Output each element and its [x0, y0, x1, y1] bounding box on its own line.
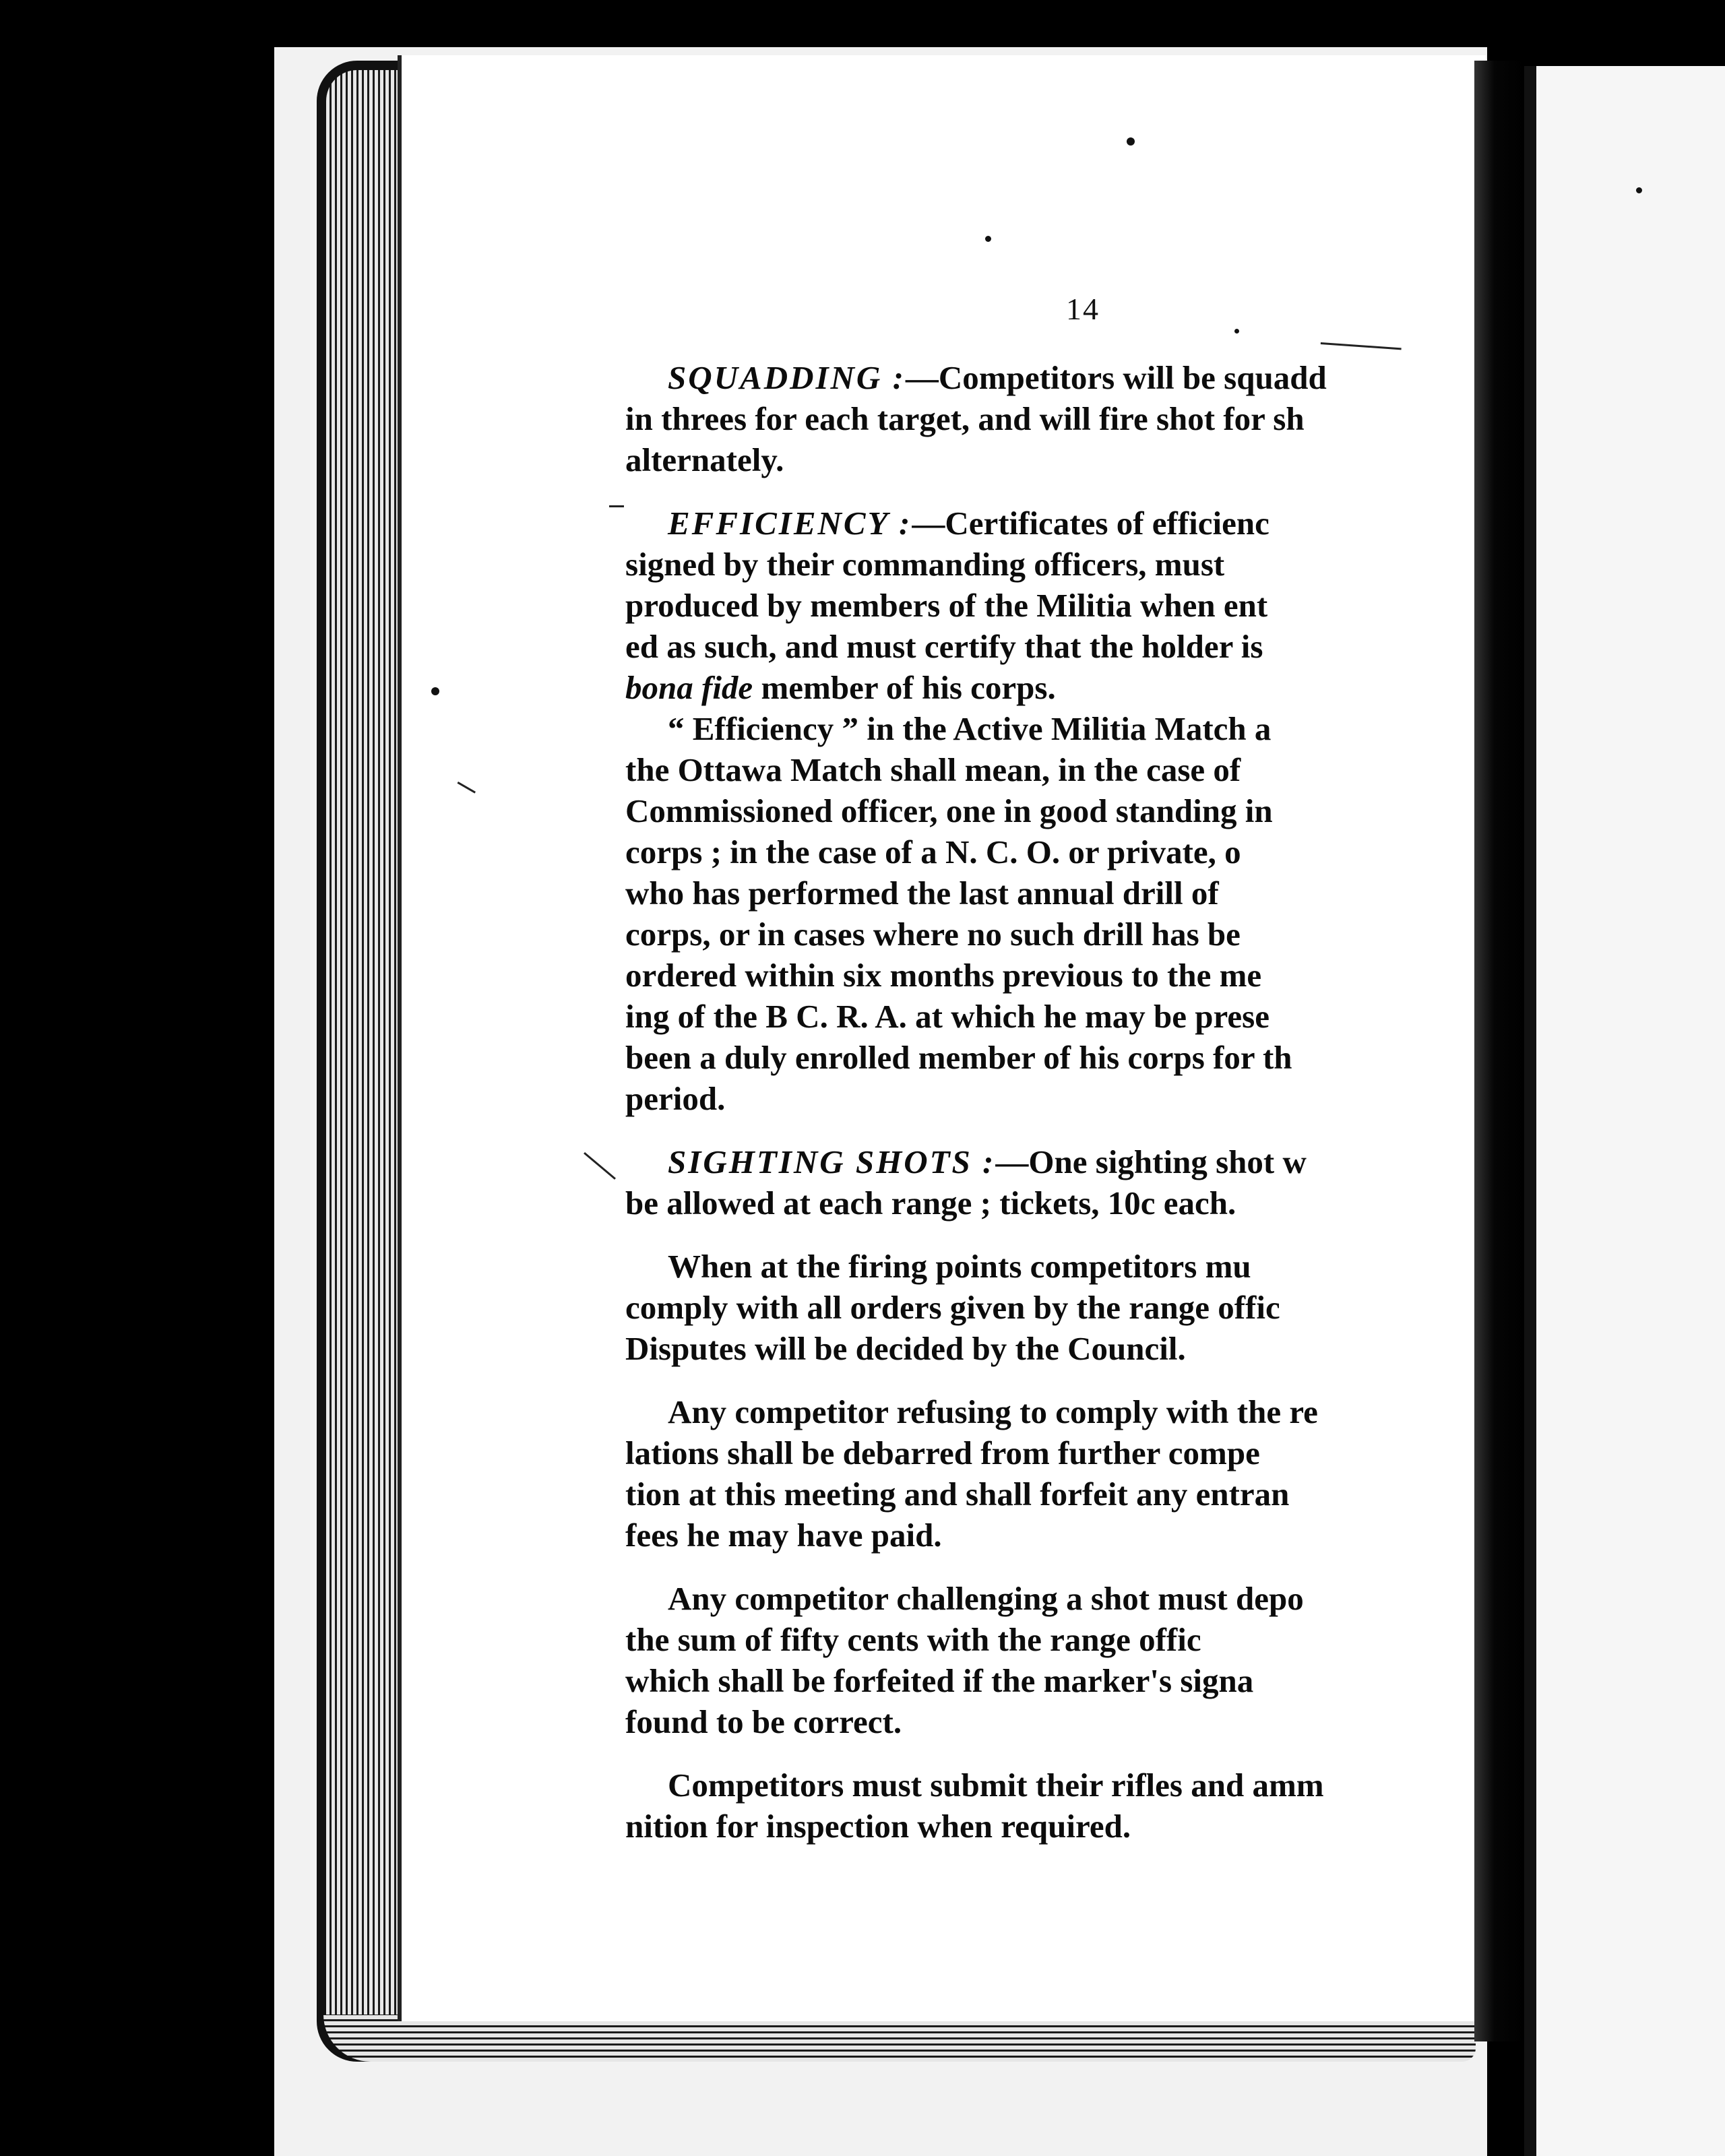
text-line: “ Efficiency ” in the Active Militia Match a	[668, 710, 1272, 747]
book-fore-edge	[317, 61, 411, 2062]
text-line: period.	[625, 1080, 726, 1117]
paragraph-squadding	[625, 357, 1495, 480]
text-line: ed as such, and must certify that the holder is	[625, 628, 1263, 665]
text-line: SIGHTING SHOTS :—One sighting shot w	[668, 1143, 1307, 1180]
text-line: produced by members of the Militia when ent	[625, 587, 1268, 624]
text-line: nition for inspection when required.	[625, 1808, 1131, 1845]
text-line: comply with all orders given by the range offic	[625, 1289, 1280, 1326]
page-text	[625, 357, 1495, 1869]
text-line: bona fide member of his corps.	[625, 669, 1056, 706]
ink-speck	[1234, 329, 1239, 334]
text-line: Disputes will be decided by the Council.	[625, 1330, 1186, 1367]
ink-speck	[431, 687, 439, 695]
paragraph-sighting-shots	[625, 1141, 1495, 1224]
text-line: ordered within six months previous to the me	[625, 957, 1262, 994]
paragraph-efficiency-definition	[625, 708, 1495, 1119]
text-line: been a duly enrolled member of his corps for th	[625, 1039, 1292, 1076]
paragraph-firing-points	[625, 1246, 1495, 1369]
text-line: corps ; in the case of a N. C. O. or private, o	[625, 833, 1241, 870]
text-line: the Ottawa Match shall mean, in the case of	[625, 751, 1241, 788]
text-line: Competitors must submit their rifles and amm	[668, 1767, 1324, 1804]
section-heading: SIGHTING SHOTS :	[668, 1143, 996, 1180]
book-bottom-edge	[323, 2015, 1476, 2062]
next-page-edge	[1524, 66, 1725, 2156]
text-line: Any competitor refusing to comply with the re	[668, 1393, 1318, 1430]
section-heading: SQUADDING :	[668, 359, 906, 396]
text-line: alternately.	[625, 441, 784, 478]
text-line: signed by their commanding officers, must	[625, 546, 1225, 583]
ink-speck	[1636, 187, 1642, 193]
text-line: lations shall be debarred from further compe	[625, 1434, 1260, 1471]
ink-speck	[985, 236, 991, 242]
italic-phrase: bona fide	[625, 669, 753, 706]
text-line: ing of the B C. R. A. at which he may be prese	[625, 998, 1269, 1035]
text-line: which shall be forfeited if the marker's signa	[625, 1662, 1254, 1699]
section-heading: EFFICIENCY :	[668, 505, 912, 542]
ink-speck	[1127, 137, 1135, 146]
paragraph-inspection	[625, 1765, 1495, 1847]
paragraph-refusal	[625, 1391, 1495, 1556]
page-number: 14	[1066, 292, 1100, 326]
text-line: in threes for each target, and will fire shot for sh	[625, 400, 1305, 437]
scratch-mark	[609, 505, 624, 507]
text-line: who has performed the last annual drill of	[625, 875, 1219, 912]
text-line: EFFICIENCY :—Certificates of efficienc	[668, 505, 1269, 542]
text-line: SQUADDING :—Competitors will be squadd	[668, 359, 1327, 396]
text-line: tion at this meeting and shall forfeit any entran	[625, 1476, 1290, 1513]
text-line: the sum of fifty cents with the range offic	[625, 1621, 1201, 1658]
text-line: Commissioned officer, one in good standing in	[625, 792, 1273, 829]
text-line: When at the firing points competitors mu	[668, 1248, 1251, 1285]
text-line: Any competitor challenging a shot must depo	[668, 1580, 1304, 1617]
text-line: fees he may have paid.	[625, 1517, 942, 1554]
text-line: corps, or in cases where no such drill has be	[625, 916, 1241, 953]
text-line: found to be correct.	[625, 1703, 902, 1740]
paragraph-efficiency	[625, 503, 1495, 708]
paragraph-challenge	[625, 1578, 1495, 1742]
text-line: be allowed at each range ; tickets, 10c each.	[625, 1184, 1236, 1222]
